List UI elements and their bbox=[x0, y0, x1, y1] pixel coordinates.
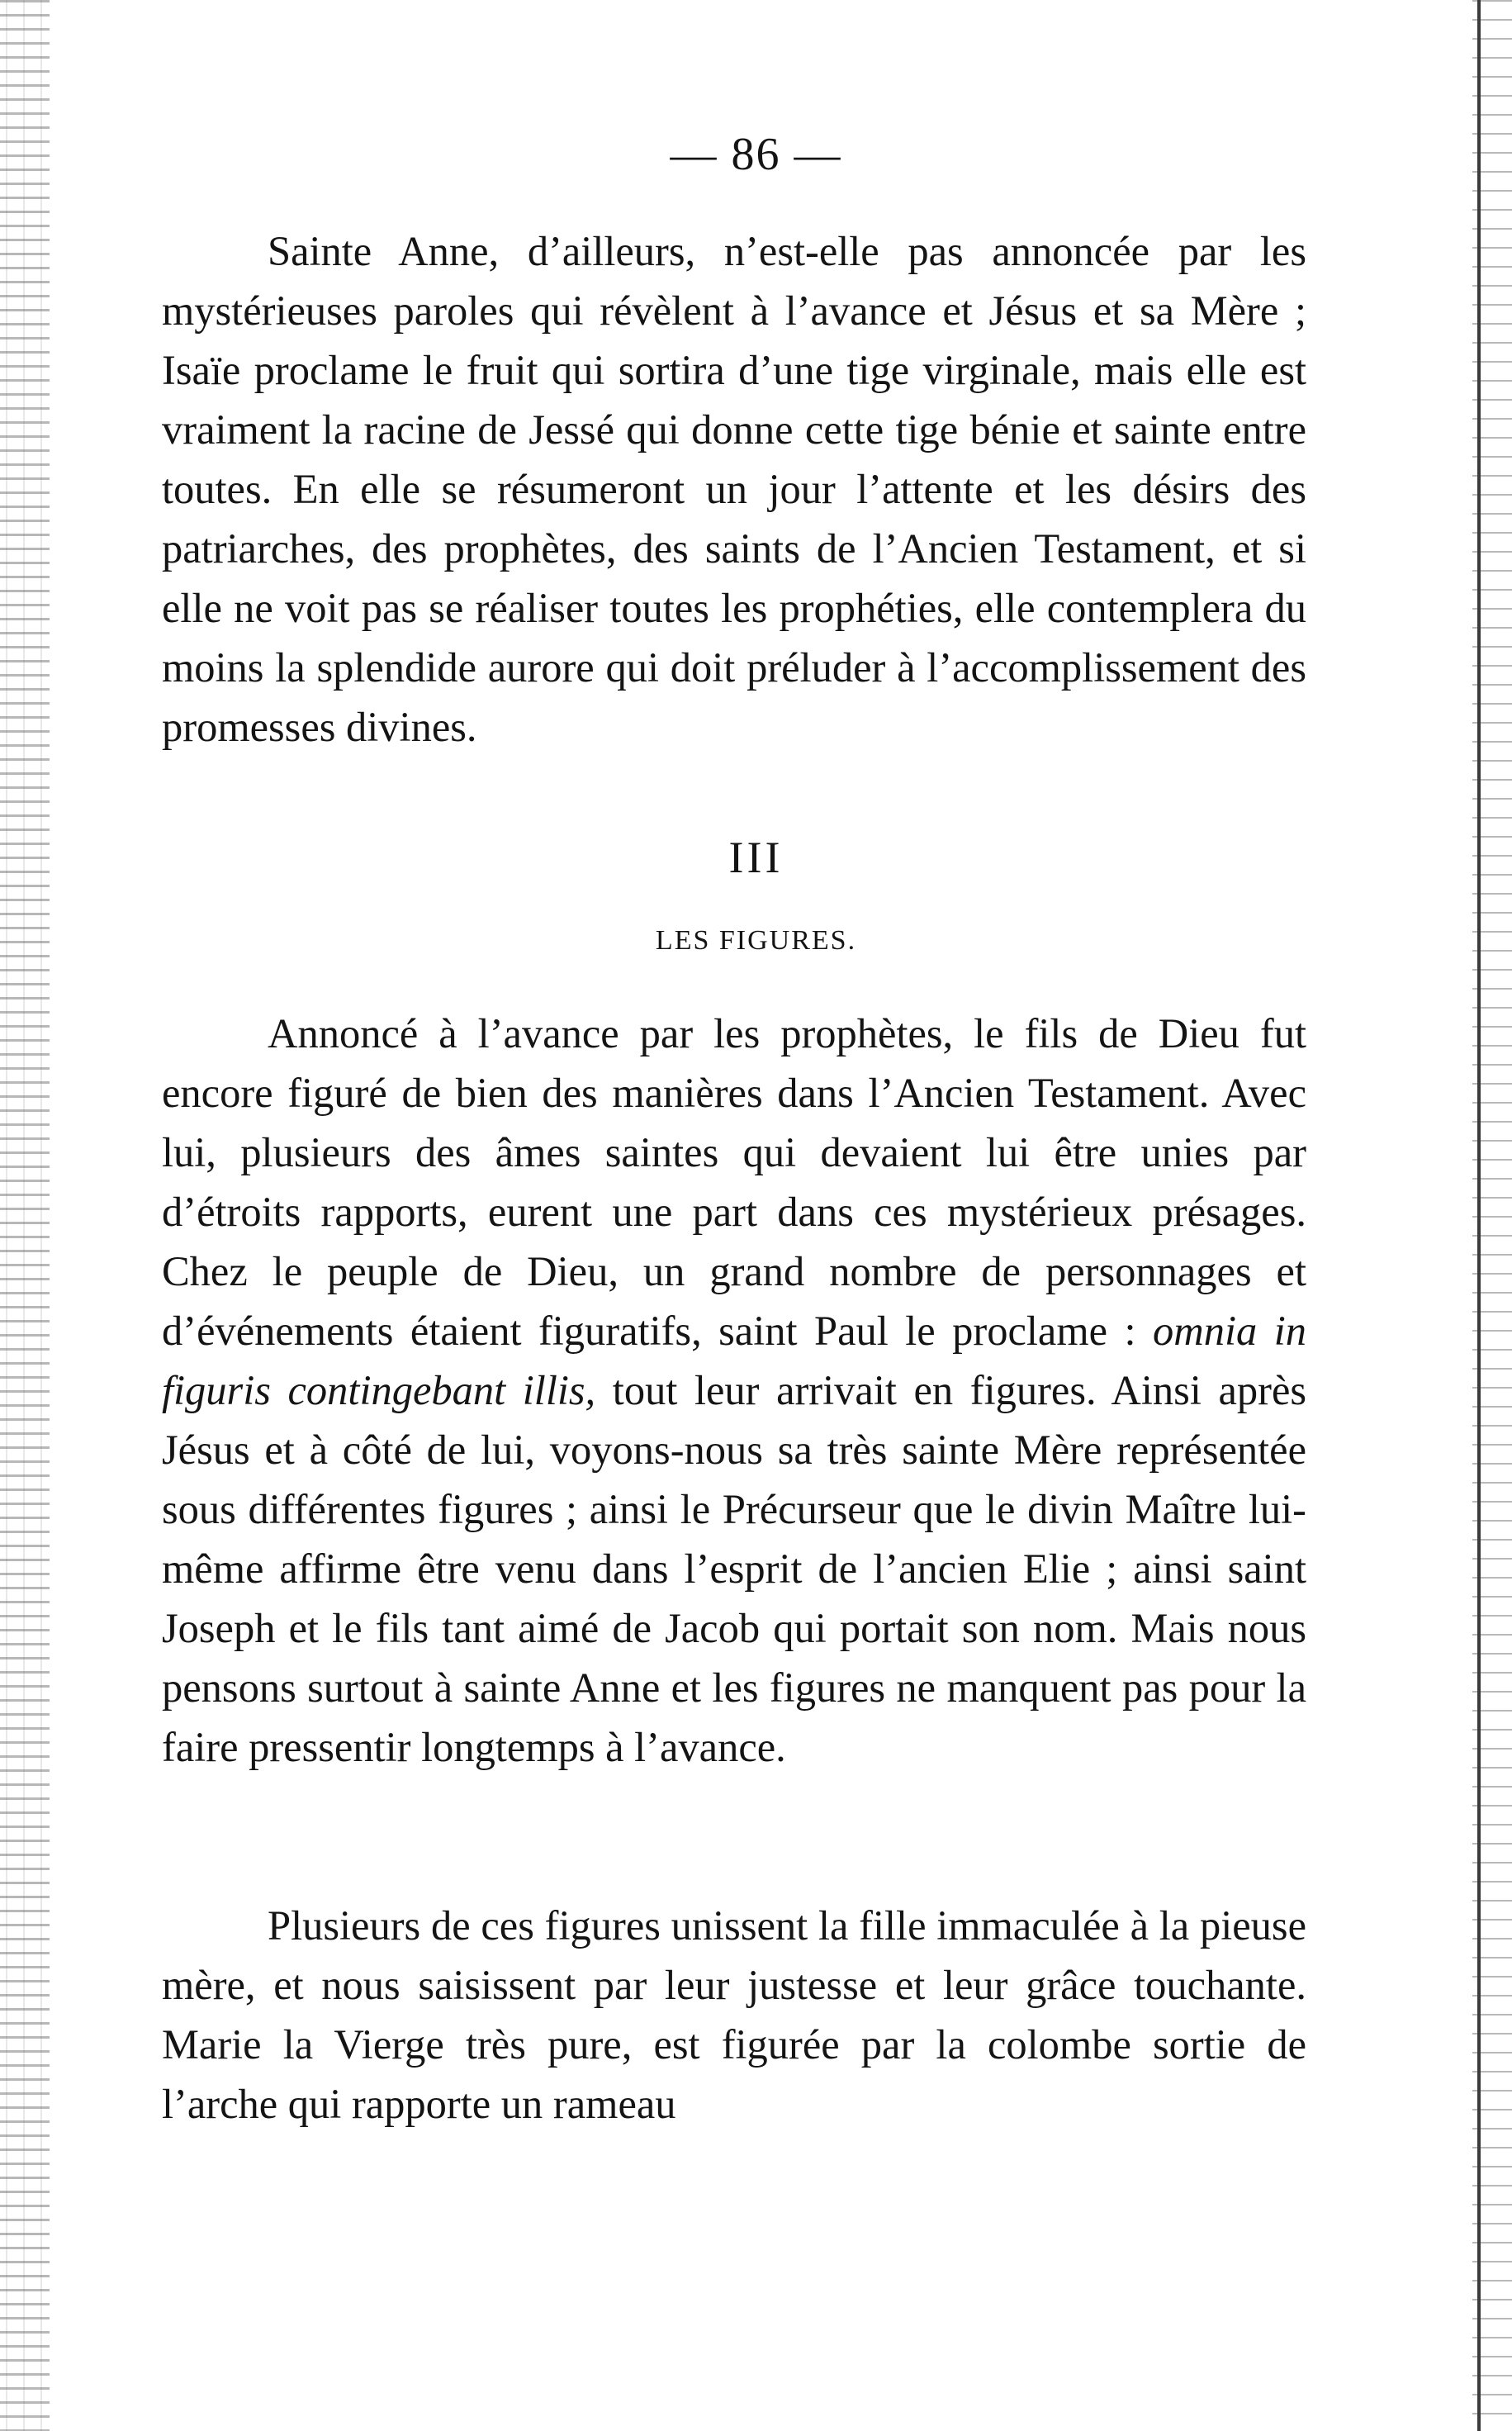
paragraph-figures-text-start: Annoncé à l’avance par les prophètes, le fils de Dieu fut encore figuré de bien des manières dans l’Ancien Testament. Avec lui, plusieurs des âmes saintes qui devaient lui être unies par d’étroits rapports, eurent une part dans ces mystérieux présages. Chez le peuple de Dieu, un grand nombre de personnages et d’événements étaient figuratifs, saint Paul le proclame : bbox=[162, 1010, 1306, 1354]
section-title: LES FIGURES. bbox=[655, 925, 857, 956]
section-number: III bbox=[728, 833, 784, 882]
paragraph-figures bbox=[162, 1004, 1306, 1777]
paragraph-figures-text-end: tout leur arrivait en figures. Ainsi après Jésus et à côté de lui, voyons-nous sa très sainte Mère représentée sous différentes figures ; ainsi le Précurseur que le divin Maître lui-même affirme être venu dans l’esprit de l’ancien Elie ; ainsi saint Joseph et le fils tant aimé de Jacob qui portait son nom. Mais nous pensons surtout à sainte Anne et les figures ne manquent pas pour la faire pressentir longtemps à l’avance. bbox=[162, 1367, 1307, 1770]
latin-quotation: omnia in figuris contingebant illis, bbox=[162, 1308, 1306, 1413]
right-page-edge bbox=[1472, 0, 1512, 2431]
paragraph-sainte-anne: Sainte Anne, d’ailleurs, n’est-elle pas annoncée par les mystérieuses paroles qui révèlent à l’avance et Jésus et sa Mère ; Isaïe proclame le fruit qui sortira d’une tige virginale, mais elle est vraiment la racine de Jessé qui donne cette tige bénie et sainte entre toutes. En elle se résumeront un jour l’attente et les désirs des patriarches, des prophètes, des saints de l’Ancien Testament, et si elle ne voit pas se réaliser toutes les prophéties, elle contemplera du moins la splendide aurore qui doit préluder à l’accomplissement des promesses divines. bbox=[162, 228, 1306, 750]
page-number-header: — 86 — bbox=[670, 129, 842, 180]
left-page-edge bbox=[0, 0, 50, 2431]
paragraph-colombe: Plusieurs de ces figures unissent la fille immaculée à la pieuse mère, et nous saisissent par leur justesse et leur grâce touchante. Marie la Vierge très pure, est figurée par la colombe sortie de l’arche qui rapporte un rameau bbox=[162, 1902, 1306, 2127]
